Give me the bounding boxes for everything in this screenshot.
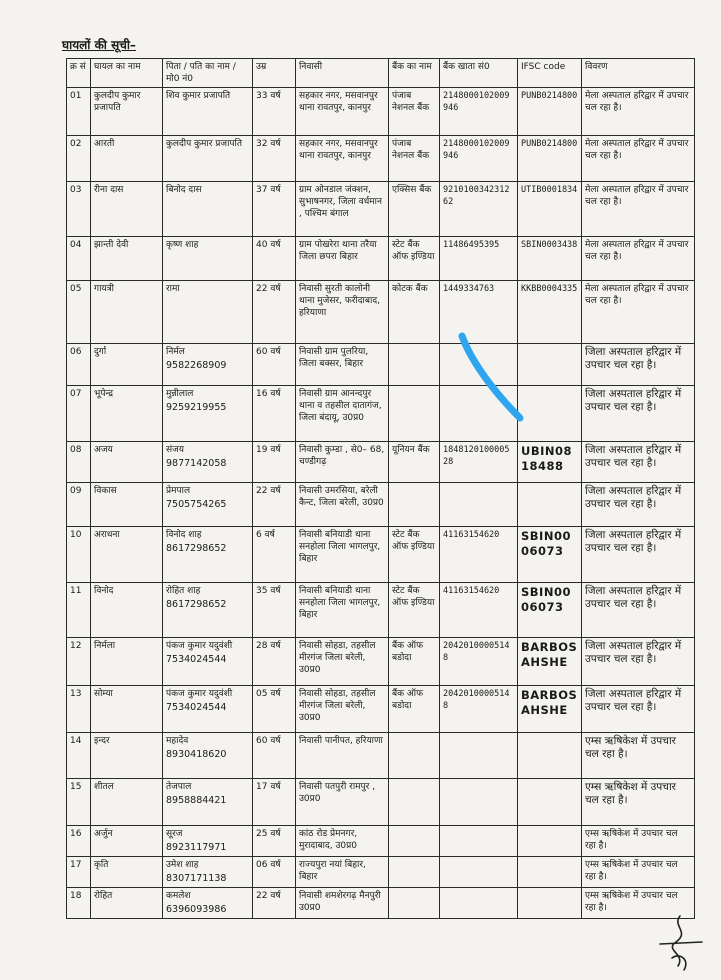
table-row bbox=[67, 344, 695, 386]
cell-account bbox=[440, 779, 518, 826]
table-row bbox=[67, 733, 695, 779]
guardian-name: रोहित शाह bbox=[166, 586, 201, 596]
cell-name: भूपेन्द्र bbox=[91, 386, 163, 442]
guardian-phone: 7505754265 bbox=[166, 499, 227, 510]
cell-address: राज्यपुरा नयां बिहार, बिहार bbox=[296, 857, 389, 888]
table-row bbox=[67, 888, 695, 919]
cell-ifsc: UBIN0818488 bbox=[518, 442, 582, 483]
cell-account: 20420100005148 bbox=[440, 686, 518, 733]
cell-guardian bbox=[163, 182, 253, 237]
cell-bank: बैंक ऑफ बडोदा bbox=[389, 638, 440, 686]
cell-account bbox=[440, 888, 518, 919]
cell-remark: जिला अस्पताल हरिद्वार में उपचार चल रहा है। bbox=[582, 527, 695, 583]
table-row bbox=[67, 442, 695, 483]
guardian-name: विनोद शाह bbox=[166, 530, 202, 540]
cell-name: सोम्या bbox=[91, 686, 163, 733]
cell-address: ग्राम ओनडाल जंक्शन, सुभाषनगर, जिला वर्धमान , पश्चिम बंगाल bbox=[296, 182, 389, 237]
cell-bank: बैंक ऑफ बडोदा bbox=[389, 686, 440, 733]
cell-sno: 14 bbox=[67, 733, 91, 779]
cell-ifsc: BARBOSAHSHE bbox=[518, 686, 582, 733]
cell-name: अराधना bbox=[91, 527, 163, 583]
blue-pen-mark bbox=[456, 330, 530, 426]
cell-remark: जिला अस्पताल हरिद्वार में उपचार चल रहा है। bbox=[582, 638, 695, 686]
cell-sno: 10 bbox=[67, 527, 91, 583]
cell-bank bbox=[389, 826, 440, 857]
col-header-account: बैंक खाता सं0 bbox=[440, 59, 518, 88]
table-row bbox=[67, 136, 695, 182]
cell-remark: जिला अस्पताल हरिद्वार में उपचार चल रहा है। bbox=[582, 386, 695, 442]
cell-bank: स्टेट बैंक ऑफ इण्डिया bbox=[389, 583, 440, 638]
cell-remark: मेला अस्पताल हरिद्वार में उपचार चल रहा है। bbox=[582, 88, 695, 136]
cell-guardian bbox=[163, 733, 253, 779]
guardian-name: रामा bbox=[166, 284, 180, 294]
cell-remark: जिला अस्पताल हरिद्वार में उपचार चल रहा है। bbox=[582, 442, 695, 483]
cell-address: ग्राम पोखरेरा थाना तरैया जिला छपरा बिहार bbox=[296, 237, 389, 281]
cell-sno: 07 bbox=[67, 386, 91, 442]
cell-address: निवासी शमशेरगढ़ मैनपुरी उ0प्र0 bbox=[296, 888, 389, 919]
cell-guardian bbox=[163, 826, 253, 857]
guardian-name: सूरज bbox=[166, 829, 183, 839]
cell-address: सहकार नगर, मसवानपुर थाना रावतपुर, कानपुर bbox=[296, 136, 389, 182]
guardian-phone: 7534024544 bbox=[166, 702, 227, 713]
cell-guardian bbox=[163, 527, 253, 583]
cell-ifsc: SBIN0006073 bbox=[518, 583, 582, 638]
table-row bbox=[67, 686, 695, 733]
cell-guardian bbox=[163, 638, 253, 686]
table-row bbox=[67, 779, 695, 826]
cell-sno: 04 bbox=[67, 237, 91, 281]
cell-remark: मेला अस्पताल हरिद्वार में उपचार चल रहा है। bbox=[582, 281, 695, 344]
cell-address: निवासी पानीपत, हरियाणा bbox=[296, 733, 389, 779]
guardian-name: मुन्नीलाल bbox=[166, 389, 194, 399]
cell-guardian bbox=[163, 281, 253, 344]
table-row bbox=[67, 386, 695, 442]
cell-name: रीना दास bbox=[91, 182, 163, 237]
cell-address: निवासी ग्राम आनन्दपुर थाना व तहसील दातागंज, जिला बंदायू, उ0प्र0 bbox=[296, 386, 389, 442]
signature bbox=[650, 912, 710, 974]
cell-address: निवासी सुरती कालोनी थाना मुजेसर, फरीदाबाद, हरियाणा bbox=[296, 281, 389, 344]
guardian-name: कुलदीप कुमार प्रजापति bbox=[166, 139, 242, 149]
guardian-phone: 6396093986 bbox=[166, 904, 227, 915]
cell-account bbox=[440, 483, 518, 527]
col-header-sno: क्र सं bbox=[67, 59, 91, 88]
cell-bank bbox=[389, 779, 440, 826]
cell-name: गायत्री bbox=[91, 281, 163, 344]
cell-account bbox=[440, 733, 518, 779]
cell-name: विनोद bbox=[91, 583, 163, 638]
cell-name: निर्मला bbox=[91, 638, 163, 686]
col-header-guardian: पिता / पति का नाम / मो0 नं0 bbox=[163, 59, 253, 88]
guardian-phone: 9582268909 bbox=[166, 360, 227, 371]
table-row bbox=[67, 638, 695, 686]
col-header-address: निवासी bbox=[296, 59, 389, 88]
page-title: घायलों की सूची– bbox=[62, 38, 136, 52]
cell-bank: पंजाब नेशनल बैंक bbox=[389, 88, 440, 136]
cell-sno: 18 bbox=[67, 888, 91, 919]
cell-name: दुर्गा bbox=[91, 344, 163, 386]
cell-age: 60 वर्ष bbox=[253, 344, 296, 386]
cell-age: 60 वर्ष bbox=[253, 733, 296, 779]
guardian-phone: 8617298652 bbox=[166, 599, 227, 610]
cell-bank: एक्सिस बैंक bbox=[389, 182, 440, 237]
cell-sno: 12 bbox=[67, 638, 91, 686]
cell-account: 184812010000528 bbox=[440, 442, 518, 483]
guardian-phone: 8307171138 bbox=[166, 873, 227, 884]
cell-ifsc: BARBOSAHSHE bbox=[518, 638, 582, 686]
guardian-name: उमेश शाह bbox=[166, 860, 199, 870]
cell-guardian bbox=[163, 857, 253, 888]
cell-guardian bbox=[163, 779, 253, 826]
cell-guardian bbox=[163, 483, 253, 527]
cell-age: 19 वर्ष bbox=[253, 442, 296, 483]
cell-address: निवासी सोहडा, तहसील मीरगंज जिला बरेली, उ0प्र0 bbox=[296, 638, 389, 686]
cell-age: 22 वर्ष bbox=[253, 281, 296, 344]
guardian-phone: 8958884421 bbox=[166, 795, 227, 806]
cell-guardian bbox=[163, 88, 253, 136]
cell-bank bbox=[389, 857, 440, 888]
cell-address: निवासी सोहडा, तहसील मीरगंज जिला बरेली, उ0प्र0 bbox=[296, 686, 389, 733]
cell-bank: स्टेट बैंक ऑफ इण्डिया bbox=[389, 237, 440, 281]
cell-age: 32 वर्ष bbox=[253, 136, 296, 182]
cell-name: झान्ती देवी bbox=[91, 237, 163, 281]
cell-remark: मेला अस्पताल हरिद्वार में उपचार चल रहा है। bbox=[582, 182, 695, 237]
cell-ifsc: PUNB0214800 bbox=[518, 136, 582, 182]
cell-sno: 09 bbox=[67, 483, 91, 527]
cell-age: 35 वर्ष bbox=[253, 583, 296, 638]
table-row bbox=[67, 88, 695, 136]
cell-ifsc: KKBB0004335 bbox=[518, 281, 582, 344]
cell-ifsc bbox=[518, 779, 582, 826]
cell-name: आरती bbox=[91, 136, 163, 182]
cell-bank: स्टेट बैंक ऑफ इण्डिया bbox=[389, 527, 440, 583]
cell-ifsc bbox=[518, 826, 582, 857]
cell-guardian bbox=[163, 136, 253, 182]
cell-sno: 08 bbox=[67, 442, 91, 483]
cell-age: 17 वर्ष bbox=[253, 779, 296, 826]
cell-age: 6 वर्ष bbox=[253, 527, 296, 583]
cell-account: 11486495395 bbox=[440, 237, 518, 281]
col-header-ifsc: IFSC code bbox=[518, 59, 582, 88]
cell-account bbox=[440, 857, 518, 888]
cell-age: 16 वर्ष bbox=[253, 386, 296, 442]
cell-bank bbox=[389, 733, 440, 779]
cell-bank: यूनियन बैंक bbox=[389, 442, 440, 483]
table-row bbox=[67, 182, 695, 237]
cell-sno: 17 bbox=[67, 857, 91, 888]
cell-account: 921010034231262 bbox=[440, 182, 518, 237]
table-row bbox=[67, 857, 695, 888]
cell-age: 28 वर्ष bbox=[253, 638, 296, 686]
cell-remark: मेला अस्पताल हरिद्वार में उपचार चल रहा है। bbox=[582, 136, 695, 182]
cell-guardian bbox=[163, 583, 253, 638]
cell-name: कृति bbox=[91, 857, 163, 888]
cell-remark: एम्स ऋषिकेश में उपचार चल रहा है। bbox=[582, 857, 695, 888]
guardian-phone: 7534024544 bbox=[166, 654, 227, 665]
cell-age: 22 वर्ष bbox=[253, 888, 296, 919]
cell-name: रोहित bbox=[91, 888, 163, 919]
guardian-name: पंकज कुमार यदुवंशी bbox=[166, 689, 233, 699]
guardian-name: निर्मल bbox=[166, 347, 185, 357]
guardian-name: कमलेश bbox=[166, 891, 191, 901]
cell-sno: 05 bbox=[67, 281, 91, 344]
cell-sno: 11 bbox=[67, 583, 91, 638]
col-header-age: उम्र bbox=[253, 59, 296, 88]
cell-address: निवासी पतपुरी रामपुर , उ0प्र0 bbox=[296, 779, 389, 826]
table-row bbox=[67, 483, 695, 527]
cell-bank: पंजाब नेशनल बैंक bbox=[389, 136, 440, 182]
cell-guardian bbox=[163, 237, 253, 281]
cell-name: शीतल bbox=[91, 779, 163, 826]
col-header-remark: विवरण bbox=[582, 59, 695, 88]
cell-name: कुलदीप कुमार प्रजापति bbox=[91, 88, 163, 136]
cell-age: 25 वर्ष bbox=[253, 826, 296, 857]
cell-sno: 03 bbox=[67, 182, 91, 237]
cell-address: निवासी बनियाडी थाना सनहोला जिला भागलपुर, बिहार bbox=[296, 527, 389, 583]
cell-ifsc: PUNB0214800 bbox=[518, 88, 582, 136]
cell-remark: जिला अस्पताल हरिद्वार में उपचार चल रहा है। bbox=[582, 583, 695, 638]
cell-guardian bbox=[163, 442, 253, 483]
guardian-phone: 8617298652 bbox=[166, 543, 227, 554]
cell-sno: 13 bbox=[67, 686, 91, 733]
cell-remark: एम्स ऋषिकेश में उपचार चल रहा है। bbox=[582, 733, 695, 779]
cell-sno: 06 bbox=[67, 344, 91, 386]
cell-bank bbox=[389, 386, 440, 442]
cell-age: 22 वर्ष bbox=[253, 483, 296, 527]
guardian-name: तेजपाल bbox=[166, 782, 192, 792]
guardian-name: महादेव bbox=[166, 736, 189, 746]
cell-sno: 02 bbox=[67, 136, 91, 182]
guardian-name: कृष्ण शाह bbox=[166, 240, 199, 250]
guardian-name: बिनोद दास bbox=[166, 185, 202, 195]
cell-sno: 16 bbox=[67, 826, 91, 857]
cell-bank bbox=[389, 344, 440, 386]
guardian-phone: 8930418620 bbox=[166, 749, 227, 760]
cell-name: इन्दर bbox=[91, 733, 163, 779]
cell-remark: एम्स ऋषिकेश में उपचार चल रहा है। bbox=[582, 888, 695, 919]
cell-account: 2148000102009946 bbox=[440, 88, 518, 136]
cell-name: अर्जुन bbox=[91, 826, 163, 857]
cell-age: 33 वर्ष bbox=[253, 88, 296, 136]
cell-account: 41163154620 bbox=[440, 583, 518, 638]
cell-ifsc bbox=[518, 888, 582, 919]
table-row bbox=[67, 237, 695, 281]
cell-address: निवासी बनियाडी थाना सनहोला जिला भागलपुर, बिहार bbox=[296, 583, 389, 638]
cell-address: निवासी कुम्डा , से0– 68, चण्डीगढ़ bbox=[296, 442, 389, 483]
cell-account bbox=[440, 826, 518, 857]
guardian-name: संजय bbox=[166, 445, 184, 455]
cell-remark: मेला अस्पताल हरिद्वार में उपचार चल रहा है। bbox=[582, 237, 695, 281]
cell-remark: जिला अस्पताल हरिद्वार में उपचार चल रहा है। bbox=[582, 686, 695, 733]
cell-guardian bbox=[163, 888, 253, 919]
cell-address: कांठ रोड प्रेमनगर, मुरादाबाद, उ0प्र0 bbox=[296, 826, 389, 857]
cell-bank: कोटक बैंक bbox=[389, 281, 440, 344]
cell-account: 2148000102009946 bbox=[440, 136, 518, 182]
cell-sno: 01 bbox=[67, 88, 91, 136]
cell-bank bbox=[389, 888, 440, 919]
cell-address: सहकार नगर, मसवानपुर थाना रावतपुर, कानपुर bbox=[296, 88, 389, 136]
cell-remark: एम्स ऋषिकेश में उपचार चल रहा है। bbox=[582, 826, 695, 857]
cell-remark: जिला अस्पताल हरिद्वार में उपचार चल रहा है। bbox=[582, 344, 695, 386]
guardian-name: प्रेमपाल bbox=[166, 486, 191, 496]
cell-name: विकास bbox=[91, 483, 163, 527]
cell-remark: एम्स ऋषिकेश में उपचार चल रहा है। bbox=[582, 779, 695, 826]
cell-ifsc bbox=[518, 733, 582, 779]
cell-age: 06 वर्ष bbox=[253, 857, 296, 888]
cell-guardian bbox=[163, 344, 253, 386]
cell-ifsc: UTIB0001834 bbox=[518, 182, 582, 237]
cell-ifsc: SBIN0006073 bbox=[518, 527, 582, 583]
col-header-name: घायल का नाम bbox=[91, 59, 163, 88]
cell-guardian bbox=[163, 386, 253, 442]
cell-address: निवासी ग्राम पुलरिया, जिला बक्सर, बिहार bbox=[296, 344, 389, 386]
col-header-bank: बैंक का नाम bbox=[389, 59, 440, 88]
guardian-name: पंकज कुमार यदुवंशी bbox=[166, 641, 233, 651]
cell-ifsc bbox=[518, 857, 582, 888]
table-row bbox=[67, 583, 695, 638]
cell-guardian bbox=[163, 686, 253, 733]
table-row bbox=[67, 281, 695, 344]
cell-ifsc bbox=[518, 483, 582, 527]
cell-age: 05 वर्ष bbox=[253, 686, 296, 733]
cell-account: 1449334763 bbox=[440, 281, 518, 344]
cell-name: अजय bbox=[91, 442, 163, 483]
cell-sno: 15 bbox=[67, 779, 91, 826]
guardian-phone: 9877142058 bbox=[166, 458, 227, 469]
cell-age: 40 वर्ष bbox=[253, 237, 296, 281]
guardian-phone: 8923117971 bbox=[166, 842, 227, 853]
injured-list-table bbox=[66, 58, 695, 919]
table-row bbox=[67, 826, 695, 857]
header-row bbox=[67, 59, 695, 88]
guardian-phone: 9259219955 bbox=[166, 402, 227, 413]
cell-remark: जिला अस्पताल हरिद्वार में उपचार चल रहा है। bbox=[582, 483, 695, 527]
cell-account: 41163154620 bbox=[440, 527, 518, 583]
cell-bank bbox=[389, 483, 440, 527]
guardian-name: शिव कुमार प्रजापति bbox=[166, 91, 231, 101]
cell-age: 37 वर्ष bbox=[253, 182, 296, 237]
cell-account: 20420100005148 bbox=[440, 638, 518, 686]
table-row bbox=[67, 527, 695, 583]
cell-ifsc: SBIN0003438 bbox=[518, 237, 582, 281]
cell-address: निवासी उमरसिया, बरेली कैन्ट, जिला बरेली, उ0प्र0 bbox=[296, 483, 389, 527]
